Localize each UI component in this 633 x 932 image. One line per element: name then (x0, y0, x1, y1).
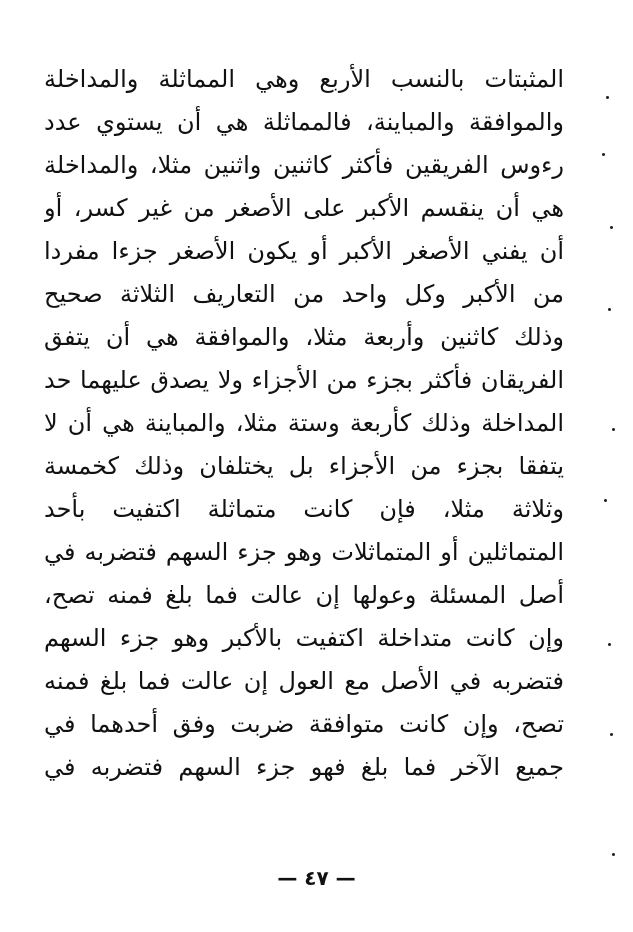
text-line: وذلك كاثنين وأربعة مثلا، والموافقة هي أن يتفق (44, 323, 564, 351)
text-line: تصح، وإن كانت متوافقة ضربت وفق أحدهما في (44, 710, 564, 738)
scan-speck (604, 499, 607, 502)
text-line: المداخلة وذلك كأربعة وستة مثلا، والمباينة هي أن لا (44, 409, 564, 437)
text-line: فتضربه في الأصل مع العول إن عالت فما بلغ فمنه (44, 667, 564, 695)
text-line: المتماثلين أو المتماثلات وهو جزء السهم فتضربه في (44, 538, 564, 566)
scan-speck (602, 153, 605, 156)
scan-speck (606, 96, 609, 99)
text-line: هي أن ينقسم الأكبر على الأصغر من غير كسر، أو (44, 194, 564, 222)
text-line: والموافقة والمباينة، فالمماثلة هي أن يستوي عدد (44, 108, 564, 136)
text-line: الفريقان فأكثر بجزء من الأجزاء ولا يصدق عليهما حد (44, 366, 564, 394)
text-line: يتفقا بجزء من الأجزاء بل يختلفان وذلك كخمسة (44, 452, 564, 480)
text-line: رءوس الفريقين فأكثر كاثنين واثنين مثلا، والمداخلة (44, 151, 564, 179)
scan-speck (612, 428, 615, 431)
text-line: جميع الآخر فما بلغ فهو جزء السهم فتضربه في (44, 753, 564, 781)
text-line: وإن كانت متداخلة اكتفيت بالأكبر وهو جزء السهم (44, 624, 564, 652)
scan-speck (610, 733, 613, 736)
scan-speck (610, 226, 613, 229)
text-line: من الأكبر وكل واحد من التعاريف الثلاثة صحيح (44, 280, 564, 308)
text-line: أن يفني الأصغر الأكبر أو يكون الأصغر جزءا مفردا (44, 237, 564, 265)
page-number: — ٤٧ — (277, 866, 356, 890)
scan-speck (612, 853, 615, 856)
text-line: المثبتات بالنسب الأربع وهي المماثلة والمداخلة (44, 65, 564, 93)
body-text (44, 58, 564, 789)
scan-speck (608, 308, 611, 311)
scan-speck (608, 643, 611, 646)
text-line: أصل المسئلة وعولها إن عالت فما بلغ فمنه تصح، (44, 581, 564, 609)
text-line: وثلاثة مثلا، فإن كانت متماثلة اكتفيت بأحد (44, 495, 564, 523)
